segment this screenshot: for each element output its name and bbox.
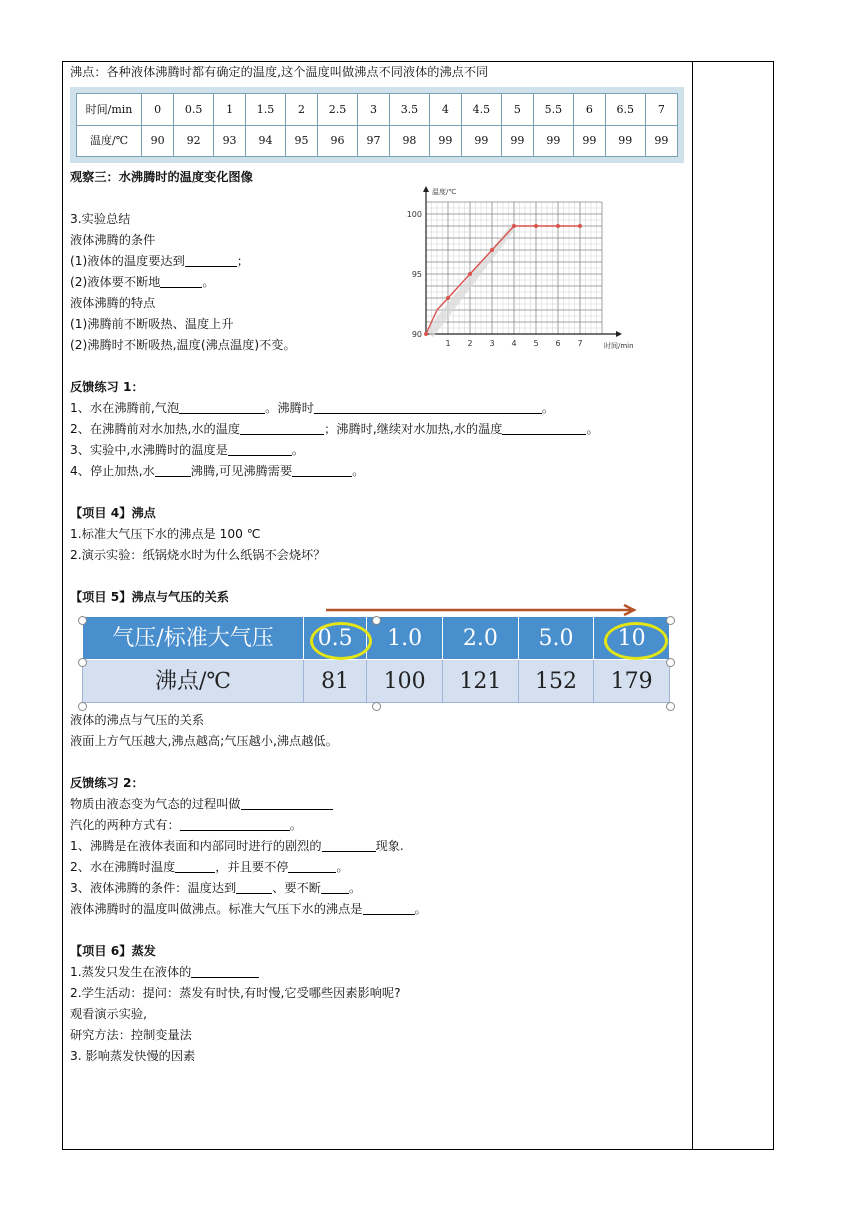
pressure-boiling-table — [82, 616, 670, 704]
boiling-cell: 179 — [594, 660, 670, 703]
highlight-ring — [310, 622, 372, 660]
time-cell: 6 — [573, 94, 605, 126]
time-cell: 5 — [501, 94, 533, 126]
answer-blank[interactable] — [292, 462, 352, 477]
project6-line5: 3. 影响蒸发快慢的因素 — [70, 1049, 196, 1063]
answer-blank[interactable] — [288, 858, 336, 873]
answer-blank[interactable] — [228, 441, 292, 456]
feedback1-q3: 3、实验中,水沸腾时的温度是 。 — [70, 443, 305, 457]
temp-cell: 98 — [390, 125, 430, 157]
project6-line3: 观看演示实验, — [70, 1007, 147, 1021]
condition-2: (2)液体要不断地 。 — [70, 275, 215, 289]
lesson-content — [70, 62, 690, 1067]
x-tick-label: 4 — [511, 339, 517, 348]
temp-cell: 99 — [501, 125, 533, 157]
time-cell: 1.5 — [246, 94, 286, 126]
summary-title: 3.实验总结 — [70, 212, 131, 226]
temp-cell: 99 — [573, 125, 605, 157]
data-point — [578, 224, 582, 228]
answer-blank[interactable] — [321, 879, 349, 894]
project5-title: 【项目 5】沸点与气压的关系 — [70, 590, 229, 604]
feedback1-q4: 4、停止加热,水 沸腾,可见沸腾需要 。 — [70, 464, 365, 478]
feature-2: (2)沸腾时不断吸热,温度(沸点温度)不变。 — [70, 338, 296, 352]
x-tick-label: 6 — [555, 339, 561, 348]
answer-blank[interactable] — [236, 879, 272, 894]
y-tick-label: 95 — [411, 270, 422, 279]
project6-title: 【项目 6】蒸发 — [70, 944, 156, 958]
data-point — [534, 224, 538, 228]
time-cell: 0 — [142, 94, 174, 126]
resize-handle[interactable] — [666, 702, 675, 711]
x-tick-label: 5 — [533, 339, 539, 348]
data-point — [446, 296, 450, 300]
time-header: 时间/min — [77, 94, 142, 126]
answer-blank[interactable] — [502, 420, 586, 435]
feedback2-l3: 1、沸腾是在液体表面和内部同时进行的剧烈的 现象. — [70, 839, 404, 853]
boiling-row — [83, 660, 670, 703]
boiling-cell: 121 — [443, 660, 519, 703]
temp-cell: 99 — [462, 125, 502, 157]
condition-1: (1)液体的温度要达到 ； — [70, 254, 249, 268]
temp-cell: 99 — [605, 125, 645, 157]
column-divider — [692, 61, 693, 1150]
temp-cell: 95 — [285, 125, 317, 157]
resize-handle[interactable] — [78, 702, 87, 711]
time-cell: 7 — [645, 94, 677, 126]
feedback1-title: 反馈练习 1： — [70, 380, 144, 394]
x-axis-label: 时间/min — [604, 342, 634, 350]
x-tick-label: 2 — [467, 339, 473, 348]
resize-handle[interactable] — [666, 658, 675, 667]
feedback2-l6: 液体沸腾时的温度叫做沸点。标准大气压下水的沸点是 。 — [70, 902, 427, 916]
time-cell: 3 — [357, 94, 389, 126]
time-cell: 6.5 — [605, 94, 645, 126]
project4-line2: 2.演示实验：纸锅烧水时为什么纸锅不会烧坏？ — [70, 548, 326, 562]
data-point — [556, 224, 560, 228]
temp-cell: 96 — [318, 125, 358, 157]
relation-title: 液体的沸点与气压的关系 — [70, 713, 205, 727]
temp-cell: 99 — [429, 125, 461, 157]
resize-handle[interactable] — [666, 616, 675, 625]
feature-title: 液体沸腾的特点 — [70, 296, 156, 310]
y-axis-arrow — [423, 186, 429, 192]
answer-blank[interactable] — [240, 420, 324, 435]
resize-handle[interactable] — [78, 616, 87, 625]
project4-line1: 1.标准大气压下水的沸点是 100 ℃ — [70, 527, 261, 541]
temperature-time-chart — [404, 184, 634, 350]
answer-blank[interactable] — [363, 900, 415, 915]
temp-cell: 94 — [246, 125, 286, 157]
feedback1-q2: 2、在沸腾前对水加热,水的温度 ；沸腾时,继续对水加热,水的温度 。 — [70, 422, 599, 436]
pressure-cell: 2.0 — [443, 617, 519, 660]
temp-cell: 92 — [174, 125, 214, 157]
time-row — [77, 94, 678, 126]
x-tick-label: 3 — [489, 339, 495, 348]
time-cell: 2 — [285, 94, 317, 126]
feedback1-q1: 1、水在沸腾前,气泡 。沸腾时 。 — [70, 401, 555, 415]
resize-handle[interactable] — [372, 616, 381, 625]
y-tick-label: 100 — [406, 210, 422, 219]
boiling-header: 沸点/℃ — [83, 660, 304, 703]
y-axis-label: 温度/℃ — [432, 188, 457, 196]
answer-blank[interactable] — [179, 399, 265, 414]
relation-text: 液面上方气压越大,沸点越高;气压越小,沸点越低。 — [70, 734, 338, 748]
time-cell: 4.5 — [462, 94, 502, 126]
answer-blank[interactable] — [160, 273, 202, 288]
highlight-ring — [604, 622, 668, 660]
resize-handle[interactable] — [372, 702, 381, 711]
temperature-row — [77, 125, 678, 157]
boiling-cell: 100 — [367, 660, 443, 703]
feedback2-l1: 物质由液态变为气态的过程叫做 — [70, 794, 690, 815]
data-point — [424, 332, 428, 336]
y-tick-label: 90 — [411, 330, 422, 339]
temp-cell: 90 — [142, 125, 174, 157]
time-cell: 0.5 — [174, 94, 214, 126]
project6-line2: 2.学生活动：提问：蒸发有时快,有时慢,它受哪些因素影响呢? — [70, 986, 401, 1000]
data-point — [490, 248, 494, 252]
time-cell: 3.5 — [390, 94, 430, 126]
temp-header: 温度/℃ — [77, 125, 142, 157]
answer-blank[interactable] — [180, 816, 290, 831]
feature-1: (1)沸腾前不断吸热、温度上升 — [70, 317, 234, 331]
resize-handle[interactable] — [78, 658, 87, 667]
feedback2-l5: 3、液体沸腾的条件：温度达到 、要不断 。 — [70, 881, 362, 895]
time-cell: 4 — [429, 94, 461, 126]
time-cell: 2.5 — [318, 94, 358, 126]
temp-cell: 99 — [645, 125, 677, 157]
time-temperature-table — [70, 87, 684, 163]
pressure-cell: 5.0 — [518, 617, 594, 660]
answer-blank[interactable] — [241, 795, 333, 810]
pressure-cell: 1.0 — [367, 617, 443, 660]
project6-line1: 1.蒸发只发生在液体的 — [70, 962, 690, 983]
feedback2-title: 反馈练习 2： — [70, 776, 144, 790]
answer-blank[interactable] — [191, 963, 259, 978]
data-point — [512, 224, 516, 228]
temp-cell: 99 — [533, 125, 573, 157]
x-tick-label: 7 — [577, 339, 583, 348]
project6-line4: 研究方法：控制变量法 — [70, 1028, 192, 1042]
x-axis-arrow — [616, 331, 622, 337]
condition-title: 液体沸腾的条件 — [70, 233, 156, 247]
temp-cell: 93 — [213, 125, 245, 157]
feedback2-l4: 2、水在沸腾时温度 ，并且要不停 。 — [70, 860, 349, 874]
answer-blank[interactable] — [175, 858, 215, 873]
temp-cell: 97 — [357, 125, 389, 157]
answer-blank[interactable] — [322, 837, 376, 852]
boiling-point-intro: 沸点：各种液体沸腾时都有确定的温度,这个温度叫做沸点不同液体的沸点不同 — [70, 65, 489, 79]
data-point — [468, 272, 472, 276]
pressure-cell: 0.5 — [304, 617, 367, 660]
time-cell: 1 — [213, 94, 245, 126]
time-cell: 5.5 — [533, 94, 573, 126]
answer-blank[interactable] — [314, 399, 542, 414]
pressure-cell: 10 — [594, 617, 670, 660]
x-tick-label: 1 — [445, 339, 451, 348]
pressure-header: 气压/标准大气压 — [83, 617, 304, 660]
boiling-cell: 81 — [304, 660, 367, 703]
summary-section — [70, 188, 690, 356]
answer-blank[interactable] — [155, 462, 191, 477]
feedback2-l2: 汽化的两种方式有： 。 — [70, 818, 302, 832]
observe3-title: 观察三：水沸腾时的温度变化图像 — [70, 170, 253, 184]
answer-blank[interactable] — [185, 252, 237, 267]
boiling-cell: 152 — [518, 660, 594, 703]
project4-title: 【项目 4】沸点 — [70, 506, 156, 520]
